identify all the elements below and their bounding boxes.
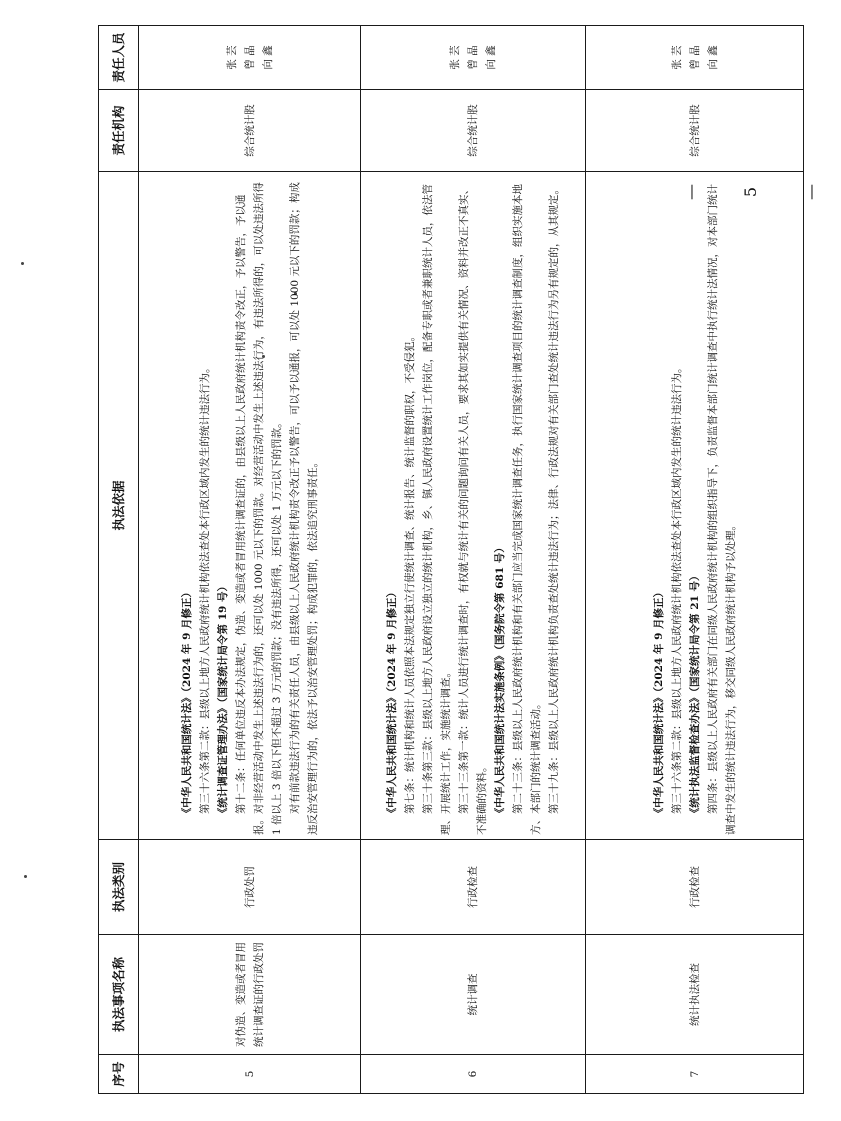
law-title: 《统计调查证管理办法》（国家统计局令第 19 号） — [216, 581, 229, 819]
header-person: 责任人员 — [99, 26, 139, 90]
law-clause: 第三十六条第二款：县级以上地方人民政府统计机构依法查处本行政区域内发生的统计违法行为。 — [670, 362, 683, 814]
item-name: 统计调查 — [361, 935, 586, 1055]
responsible-org: 综合统计股 — [139, 90, 361, 172]
person-name: 张 芸 — [449, 45, 461, 70]
person-name: 向 鑫 — [261, 45, 274, 70]
law-title: 《中华人民共和国统计法》（2024 年 9 月修正） — [652, 586, 665, 819]
law-title: 《中华人民共和国统计法实施条例》（国务院令第 681 号） — [494, 542, 506, 819]
header-basis: 执法依据 — [99, 172, 139, 840]
row-number: 7 — [586, 1055, 804, 1094]
row-number: 6 — [361, 1055, 586, 1094]
header-no: 序号 — [99, 1055, 139, 1094]
scan-speck — [24, 875, 27, 878]
enforcement-basis — [586, 172, 820, 840]
person-name: 向 鑫 — [485, 45, 497, 70]
person-name: 曾 晶 — [243, 45, 256, 70]
enforcement-category: 行政检查 — [361, 840, 586, 935]
responsible-persons — [139, 26, 361, 90]
law-title: 《中华人民共和国统计法》（2024 年 9 月修正） — [180, 586, 193, 819]
law-clause: 第七条：统计机构和统计人员依照本法规定独立行使统计调查、统计报告、统计监督的职权，不受侵犯。 — [404, 331, 416, 814]
law-title: 《统计执法监督检查办法》（国家统计局令第 21 号） — [688, 570, 701, 819]
person-name: 向 鑫 — [706, 45, 719, 70]
table-row — [139, 26, 361, 1094]
responsible-org: 综合统计股 — [586, 90, 804, 172]
item-name: 统计执法检查 — [586, 935, 804, 1055]
person-name: 曾 晶 — [467, 45, 479, 70]
table-row — [361, 26, 586, 1094]
law-clause: 第三十三条第一款：统计人员进行统计调查时，有权就与统计有关的问题询问有关人员，要求其如实提供有关情况、资料并改正不真实、不准确的资料。 — [458, 184, 488, 835]
law-clause: 第四条：县级以上人民政府有关部门在同级人民政府统计机构的组织指导下，负责监督本部门统计调查中执行统计法情况，对本部门统计调查中发生的统计违法行为，移交同级人民政府统计机构予以处理。 — [706, 184, 737, 835]
law-clause: 第十二条：任何单位违反本办法规定，伪造、变造或者冒用统计调查证的，由县级以上人民政府统计机构责令改正，予以警告，予以通报。对非经营活动中发生上述违法行为的，还可以处 1000 元以下的罚款。对经营活动中发生上述违法行为，有违法所得的，可以处违法所得 1 倍以上 3 倍以下但不超过 3 万元的罚款；没有违法所得，还可以处 1 万元以下的罚款。 — [234, 182, 283, 835]
enforcement-category: 行政检查 — [586, 840, 804, 935]
table-header-row — [99, 26, 139, 1094]
person-name: 张 芸 — [225, 45, 238, 70]
scan-speck — [21, 262, 24, 265]
header-category: 执法类别 — [99, 840, 139, 935]
row-number: 5 — [139, 1055, 361, 1094]
header-name: 执法事项名称 — [99, 935, 139, 1055]
item-name: 对伪造、变造或者冒用统计调查证的行政处罚 — [139, 935, 361, 1055]
responsible-persons — [361, 26, 586, 90]
enforcement-category: 行政处罚 — [139, 840, 361, 935]
header-org: 责任机构 — [99, 90, 139, 172]
responsible-persons — [586, 26, 804, 90]
page-number: — 5 — — [681, 180, 820, 200]
enforcement-basis — [361, 172, 586, 840]
law-clause: 对有前款违法行为的有关责任人员，由县级以上人民政府统计机构责令改正予以警告，可以予以通报，可以处 1000 元以下的罚款；构成违反治安管理行为的，依法予以治安管理处罚；构成犯罪的，依法追究刑事责任。 — [288, 182, 319, 835]
law-title: 《中华人民共和国统计法》（2024 年 9 月修正） — [386, 586, 398, 819]
responsible-org: 综合统计股 — [361, 90, 586, 172]
law-clause: 第二十三条：县级以上人民政府统计机构和有关部门应当完成国家统计调查任务，执行国家统计调查项目的统计调查制度，组织实施本地方、本部门的统计调查活动。 — [512, 184, 542, 835]
person-name: 曾 晶 — [688, 45, 701, 70]
law-clause: 第三十九条：县级以上人民政府统计机构负责查处统计违法行为；法律、行政法规对有关部门查处统计违法行为另有规定的，从其规定。 — [548, 184, 560, 814]
person-name: 张 芸 — [670, 45, 683, 70]
law-clause: 第三十条第三款：县级以上地方人民政府设立独立的统计机构，乡、镇人民政府设置统计工作岗位，配备专职或者兼职统计人员，依法管理、开展统计工作，实施统计调查。 — [422, 184, 452, 835]
law-clause: 第三十六条第二款：县级以上地方人民政府统计机构依法查处本行政区域内发生的统计违法行为。 — [198, 362, 211, 814]
enforcement-basis — [139, 172, 361, 840]
